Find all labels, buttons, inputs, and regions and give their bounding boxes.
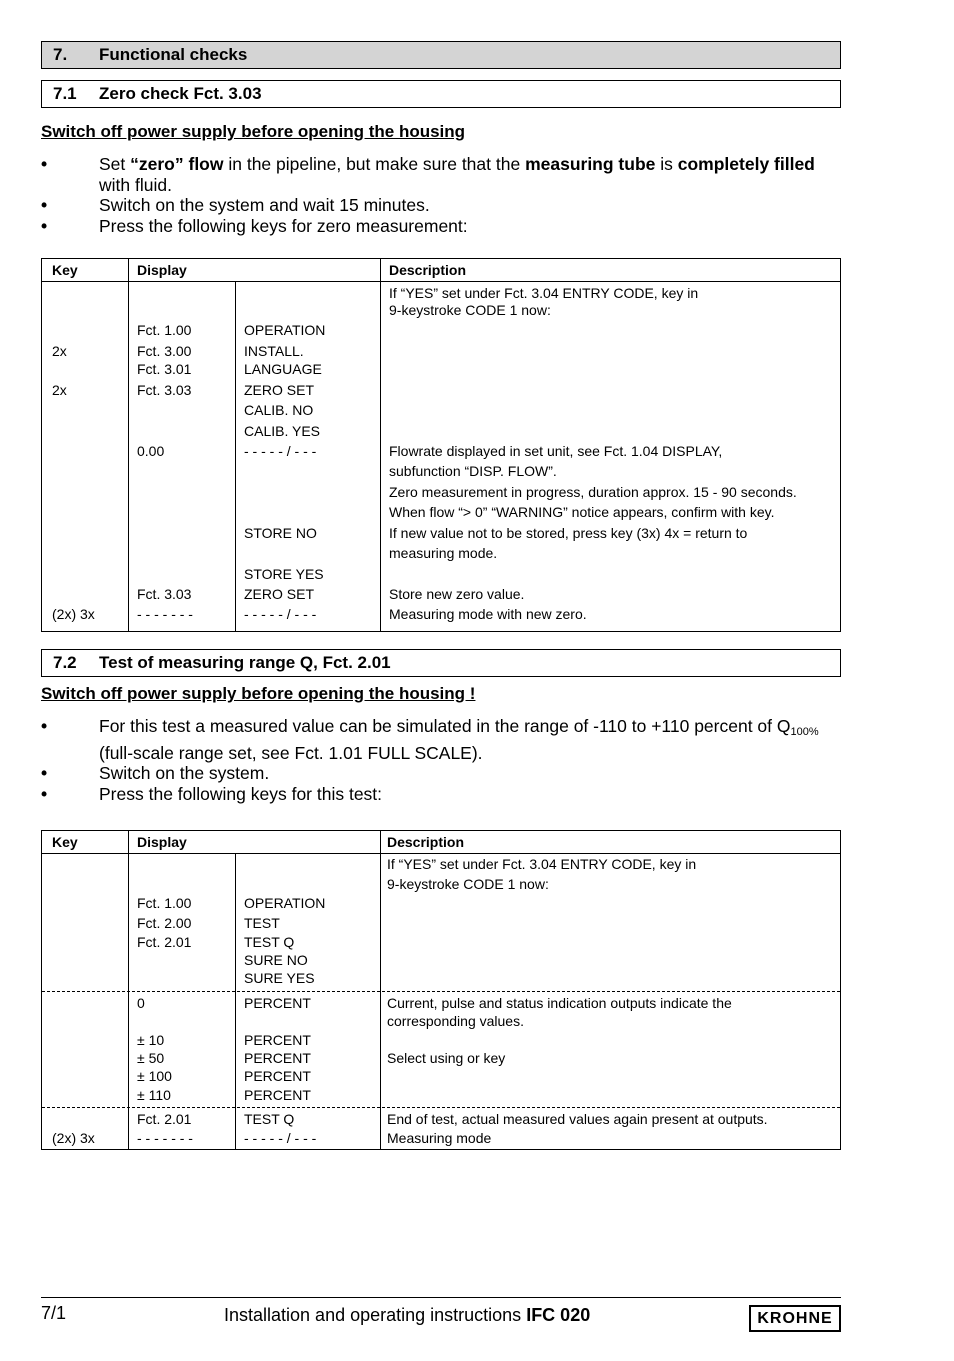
bullet-mark: • <box>41 763 48 783</box>
table-cell-disp: PERCENT <box>244 1050 311 1066</box>
table-cell-fct: Fct. 2.01 <box>137 934 192 950</box>
table-cell-desc: Select using or key <box>387 1050 506 1066</box>
bullet-mark: • <box>41 215 48 236</box>
table-cell-fct: - - - - - - - <box>137 1130 193 1146</box>
list-item <box>41 195 831 216</box>
section-header-7-2 <box>41 649 841 677</box>
table-cell-disp: OPERATION <box>244 895 326 911</box>
bullet-list <box>41 154 831 236</box>
table-cell-disp: PERCENT <box>244 1068 311 1084</box>
section-number: 7.1 <box>53 84 77 103</box>
table-cell-disp: PERCENT <box>244 995 311 1011</box>
table-cell-desc: Measuring mode <box>387 1130 492 1146</box>
krohne-logo: KROHNE <box>749 1305 841 1332</box>
list-item-text: Switch on the system and wait 15 minutes. <box>99 195 430 215</box>
bullet-mark: • <box>41 716 48 736</box>
table-cell-disp: - - - - - / - - - <box>244 443 317 459</box>
table-cell-fct: 0.00 <box>137 443 165 459</box>
table-cell-disp: OPERATION <box>244 322 326 338</box>
table-cell-disp: CALIB. NO <box>244 402 314 418</box>
table-cell-fct: ± 110 <box>137 1087 171 1103</box>
column-header-description: Description <box>389 262 467 278</box>
table-cell-desc: subfunction “DISP. FLOW”. <box>389 463 557 479</box>
section-number: 7. <box>53 45 68 64</box>
list-item <box>41 784 831 805</box>
table-cell-key: (2x) 3x <box>52 606 95 622</box>
column-divider <box>128 259 129 631</box>
table-cell-disp: INSTALL. <box>244 343 304 359</box>
table-cell-fct: 0 <box>137 995 145 1011</box>
table-cell-fct: Fct. 2.00 <box>137 915 192 931</box>
table-cell-disp: TEST <box>244 915 280 931</box>
list-item-text: Press the following keys for this test: <box>99 783 383 804</box>
table-cell-disp: - - - - - / - - - <box>244 1130 317 1146</box>
column-divider <box>128 831 129 1149</box>
table-cell-fct: Fct. 3.01 <box>137 361 192 377</box>
zero-check-table <box>41 258 841 632</box>
row-group-divider <box>42 1107 840 1108</box>
table-cell-disp: PERCENT <box>244 1087 311 1103</box>
section-title: Zero check Fct. 3.03 <box>99 84 262 103</box>
range-test-table <box>41 830 841 1150</box>
column-divider <box>235 854 236 1149</box>
table-cell-desc: If “YES” set under Fct. 3.04 ENTRY CODE, key in <box>389 285 699 301</box>
bullet-mark: • <box>41 154 48 174</box>
table-cell-fct: - - - - - - - <box>137 606 193 622</box>
table-cell-fct: Fct. 3.00 <box>137 343 192 359</box>
column-header-key: Key <box>52 834 78 850</box>
list-item <box>41 154 831 195</box>
table-cell-desc: measuring mode. <box>389 545 498 561</box>
table-cell-key: (2x) 3x <box>52 1130 95 1146</box>
section-header-7-1 <box>41 80 841 108</box>
table-cell-fct: Fct. 1.00 <box>137 322 192 338</box>
table-cell-disp: TEST Q <box>244 1111 295 1127</box>
safety-warning: Switch off power supply before opening the housing <box>41 122 466 141</box>
footer-rule <box>41 1297 841 1298</box>
list-item <box>41 763 831 784</box>
table-cell-disp: STORE NO <box>244 525 317 541</box>
table-cell-desc: 9-keystroke CODE 1 now: <box>389 302 551 318</box>
list-item <box>41 716 831 763</box>
section-header-7 <box>41 41 841 69</box>
list-item-text: Set “zero” flow in the pipeline, but make sure that the measuring tube is completely filled with fluid. <box>99 154 815 195</box>
table-cell-desc: Flowrate displayed in set unit, see Fct. 1.04 DISPLAY, <box>389 443 723 459</box>
table-header <box>42 831 840 854</box>
table-cell-fct: ± 100 <box>137 1068 172 1084</box>
table-cell-fct: Fct. 3.03 <box>137 382 192 398</box>
table-cell-disp: SURE NO <box>244 952 308 968</box>
table-cell-fct: Fct. 2.01 <box>137 1111 192 1127</box>
column-divider <box>380 831 381 1149</box>
table-cell-desc: Zero measurement in progress, duration approx. 15 - 90 seconds. <box>389 484 797 500</box>
footer-title: Installation and operating instructions IFC 020 <box>224 1305 591 1325</box>
bullet-list <box>41 716 831 804</box>
table-cell-desc: Measuring mode with new zero. <box>389 606 587 622</box>
column-header-display: Display <box>137 834 187 850</box>
table-cell-disp: TEST Q <box>244 934 295 950</box>
column-header-display: Display <box>137 262 187 278</box>
section-title: Functional checks <box>99 45 248 64</box>
table-cell-desc: corresponding values. <box>387 1013 524 1029</box>
bullet-mark: • <box>41 783 48 804</box>
table-cell-desc: Current, pulse and status indication outputs indicate the <box>387 995 732 1011</box>
column-header-key: Key <box>52 262 78 278</box>
table-cell-key: 2x <box>52 343 67 359</box>
list-item-text: Press the following keys for zero measurement: <box>99 215 468 236</box>
safety-warning: Switch off power supply before opening the housing ! <box>41 684 476 703</box>
table-cell-fct: ± 50 <box>137 1050 165 1066</box>
table-cell-disp: ZERO SET <box>244 586 315 602</box>
table-cell-fct: Fct. 3.03 <box>137 586 192 602</box>
page-number: 7/1 <box>41 1303 67 1323</box>
table-cell-desc: 9-keystroke CODE 1 now: <box>387 876 549 892</box>
table-cell-disp: - - - - - / - - - <box>244 606 317 622</box>
table-cell-disp: PERCENT <box>244 1032 311 1048</box>
table-cell-disp: ZERO SET <box>244 382 315 398</box>
table-cell-desc: Store new zero value. <box>389 586 525 602</box>
table-cell-desc: If “YES” set under Fct. 3.04 ENTRY CODE, key in <box>387 856 697 872</box>
table-cell-desc: When flow “> 0” “WARNING” notice appears, confirm with key. <box>389 504 775 520</box>
table-cell-disp: CALIB. YES <box>244 423 321 439</box>
table-cell-disp: LANGUAGE <box>244 361 322 377</box>
table-cell-key: 2x <box>52 382 67 398</box>
list-item-text: Switch on the system. <box>99 763 270 783</box>
list-item <box>41 216 831 237</box>
table-cell-disp: STORE YES <box>244 566 324 582</box>
bullet-mark: • <box>41 195 48 215</box>
table-cell-disp: SURE YES <box>244 970 315 986</box>
column-divider <box>235 282 236 631</box>
table-cell-desc: If new value not to be stored, press key (3x) 4x = return to <box>389 525 748 541</box>
list-item-text: For this test a measured value can be simulated in the range of -110 to +110 percent of $Q_{100\%}$ (full-scale range set, see Fct. 1.01 FULL SCALE). <box>99 716 819 763</box>
row-group-divider <box>42 991 840 992</box>
table-cell-desc: End of test, actual measured values again present at outputs. <box>387 1111 768 1127</box>
column-divider <box>380 259 381 631</box>
table-header <box>42 259 840 282</box>
table-cell-fct: ± 10 <box>137 1032 165 1048</box>
table-cell-fct: Fct. 1.00 <box>137 895 192 911</box>
section-title: Test of measuring range Q, Fct. 2.01 <box>99 653 391 672</box>
section-number: 7.2 <box>53 653 77 672</box>
column-header-description: Description <box>387 834 465 850</box>
